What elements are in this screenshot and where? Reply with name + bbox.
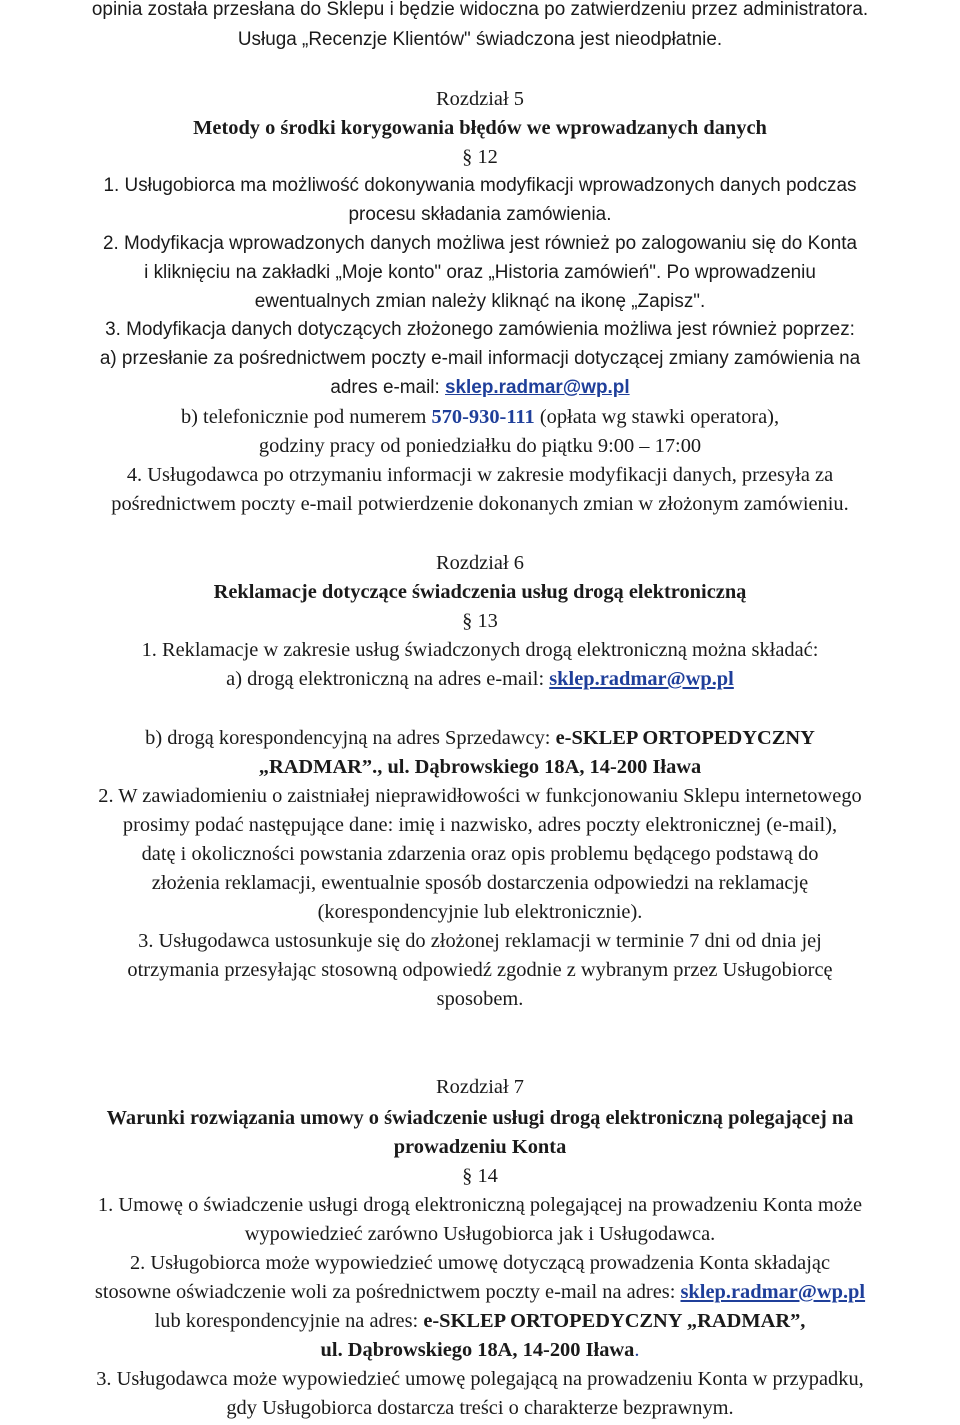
email-link[interactable]: sklep.radmar@wp.pl bbox=[445, 377, 630, 398]
paragraph-number: § 13 bbox=[462, 610, 498, 632]
text-line: ul. Dąbrowskiego 18A, 14-200 Iława. bbox=[320, 1339, 640, 1361]
text-line: 3. Usługodawca może wypowiedzieć umowę polegającą na prowadzeniu Konta w przypadku, bbox=[96, 1368, 864, 1390]
text-line: pośrednictwem poczty e-mail potwierdzenie dokonanych zmian w złożonym zamówieniu. bbox=[111, 493, 849, 515]
chapter-title: Reklamacje dotyczące świadczenia usług drogą elektroniczną bbox=[213, 581, 747, 603]
text-line: Usługa „Recenzje Klientów" świadczona jest nieodpłatnie. bbox=[237, 29, 723, 50]
text-line: a) drogą elektroniczną na adres e-mail: sklep.radmar@wp.pl bbox=[226, 668, 734, 690]
text-line: b) drogą korespondencyjną na adres Sprzedawcy: e-SKLEP ORTOPEDYCZNY bbox=[145, 727, 815, 749]
text-line: adres e-mail: sklep.radmar@wp.pl bbox=[330, 377, 630, 398]
chapter-title: Metody o środki korygowania błędów we wprowadzanych danych bbox=[193, 117, 767, 139]
chapter-label: Rozdział 7 bbox=[436, 1076, 524, 1098]
text-line: sposobem. bbox=[436, 988, 524, 1010]
text-line: prosimy podać następujące dane: imię i nazwisko, adres poczty elektronicznej (e-mail), bbox=[122, 814, 838, 836]
chapter-label: Rozdział 6 bbox=[436, 552, 524, 574]
text-line: 2. W zawiadomieniu o zaistniałej nieprawidłowości w funkcjonowaniu Sklepu internetowego bbox=[98, 785, 862, 807]
text-line: wypowiedzieć zarówno Usługobiorca jak i Usługodawca. bbox=[244, 1223, 716, 1245]
paragraph-number: § 12 bbox=[462, 146, 498, 168]
text-line: 1. Umowę o świadczenie usługi drogą elektroniczną polegającej na prowadzeniu Konta może bbox=[97, 1194, 863, 1216]
text-line: 3. Modyfikacja danych dotyczących złożonego zamówienia możliwa jest również poprzez: bbox=[105, 319, 855, 340]
text-line: datę i okoliczności powstania zdarzenia oraz opis problemu będącego podstawą do bbox=[141, 843, 819, 865]
text-line: 1. Reklamacje w zakresie usług świadczonych drogą elektroniczną można składać: bbox=[141, 639, 819, 661]
text-line: i kliknięciu na zakładki „Moje konto" oraz „Historia zamówień". Po wprowadzeniu bbox=[144, 262, 816, 283]
email-link[interactable]: sklep.radmar@wp.pl bbox=[680, 1281, 866, 1303]
text-line: (korespondencyjnie lub elektronicznie). bbox=[317, 901, 643, 923]
text-line: opinia została przesłana do Sklepu i będzie widoczna po zatwierdzeniu przez administratora. bbox=[91, 0, 869, 20]
text-line: b) telefonicznie pod numerem 570-930-111 (opłata wg stawki operatora), bbox=[180, 406, 780, 428]
text-line: złożenia reklamacji, ewentualnie sposób dostarczenia odpowiedzi na reklamację bbox=[151, 872, 809, 894]
chapter-title: prowadzeniu Konta bbox=[393, 1136, 567, 1158]
chapter-label: Rozdział 5 bbox=[436, 88, 524, 110]
text-line: procesu składania zamówienia. bbox=[348, 204, 612, 225]
text-line: ewentualnych zmian należy kliknąć na ikonę „Zapisz". bbox=[254, 291, 706, 312]
text-line: gdy Usługobiorca dostarcza treści o charakterze bezprawnym. bbox=[226, 1397, 734, 1419]
text-line: lub korespondencyjnie na adres: e-SKLEP ORTOPEDYCZNY „RADMAR”, bbox=[154, 1310, 806, 1332]
text-line: stosowne oświadczenie woli za pośrednictwem poczty e-mail na adres: sklep.radmar@wp.pl bbox=[94, 1281, 866, 1303]
text-line: otrzymania przesyłając stosowną odpowiedź zgodnie z wybranym przez Usługobiorcę bbox=[127, 959, 833, 981]
text-line: godziny pracy od poniedziałku do piątku 9:00 – 17:00 bbox=[258, 435, 702, 457]
text-line: 4. Usługodawca po otrzymaniu informacji w zakresie modyfikacji danych, przesyła za bbox=[126, 464, 834, 486]
text-line: 2. Modyfikacja wprowadzonych danych możliwa jest również po zalogowaniu się do Konta bbox=[102, 233, 858, 254]
text-line: a) przesłanie za pośrednictwem poczty e-mail informacji dotyczącej zmiany zamówienia na bbox=[99, 348, 861, 369]
text-line: 3. Usługodawca ustosunkuje się do złożonej reklamacji w terminie 7 dni od dnia jej bbox=[138, 930, 822, 952]
paragraph-number: § 14 bbox=[462, 1165, 498, 1187]
text-line: „RADMAR”., ul. Dąbrowskiego 18A, 14-200 Iława bbox=[258, 756, 702, 778]
phone-number: 570-930-111 bbox=[431, 406, 535, 428]
chapter-title: Warunki rozwiązania umowy o świadczenie usługi drogą elektroniczną polegającej na bbox=[106, 1107, 854, 1129]
text-line: 2. Usługobiorca może wypowiedzieć umowę dotyczącą prowadzenia Konta składając bbox=[129, 1252, 831, 1274]
text-line: 1. Usługobiorca ma możliwość dokonywania modyfikacji wprowadzonych danych podczas bbox=[103, 175, 857, 196]
email-link[interactable]: sklep.radmar@wp.pl bbox=[549, 668, 734, 690]
